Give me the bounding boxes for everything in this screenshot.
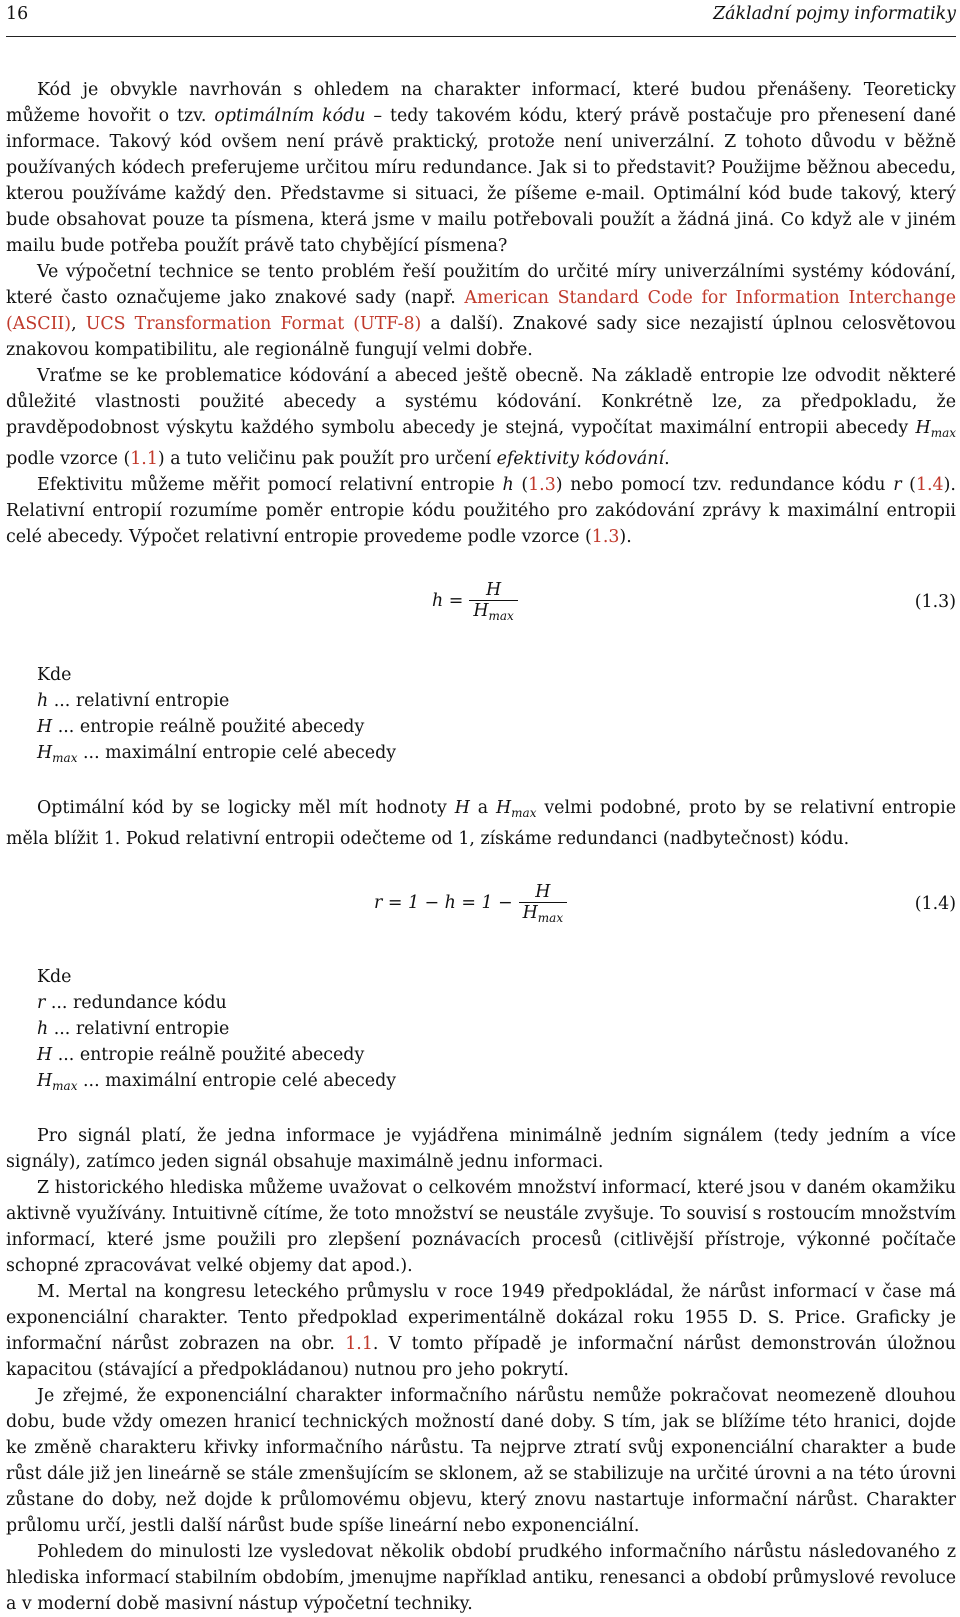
ref-eq-1-4[interactable]: 1.4: [915, 475, 944, 495]
paragraph-7: Z historického hlediska můžeme uvažovat o celkovém množství informací, které jsou v daném okamžiku aktivně využívány. Intuitivně cítíme, že toto množství se neustále zvyšuje. To souvisí s rostoucím množstvím informací, které jsme použili pro zlepšení poznávacích procesů (citlivější přístroje, výkonné počítače schopné zpracovávat velké objemy dat apod.).: [6, 1178, 956, 1276]
paragraph-4: Efektivitu můžeme měřit pomocí relativní entropie h (1.3) nebo pomocí tzv. redundance kódu r (1.4). Relativní entropií rozumíme poměr entropie kódu použitého pro zakódování zprávy k maximální entropii celé abecedy. Výpočet relativní entropie provedeme podle vzorce (1.3).: [6, 475, 956, 547]
term-optimal-code: optimálním kódu: [214, 106, 366, 126]
term-efficiency: efektivity kódování: [496, 449, 665, 469]
equation-1-4-formula: r = 1 − h = 1 − $\frac{H}{H_{max}}$: [374, 882, 573, 925]
running-title: Základní pojmy informatiky: [713, 4, 956, 24]
equation-1-3-number: (1.3): [914, 592, 956, 612]
body-text: [6, 77, 956, 1617]
equation-1-4: [6, 882, 956, 942]
ref-eq-1-3[interactable]: 1.3: [528, 475, 556, 495]
paragraph-2: Ve výpočetní technice se tento problém řeší použitím do určité míry univerzálními systémy kódování, které často označujeme jako znakové sady (např. American Standard Code for Information Interchange (ASCII), UCS Transformation Format (UTF-8) a další). Znakové sady sice nezajistí úplnou celosvětovou znakovou kompatibilitu, ale regionálně fungují velmi dobře.: [6, 262, 956, 360]
ref-eq-1-3-b[interactable]: 1.3: [591, 527, 620, 547]
equation-1-3: [6, 580, 956, 640]
header-rule: [6, 36, 956, 37]
link-utf8[interactable]: UCS Transformation Format (UTF-8): [85, 314, 422, 334]
legend-1-3: Kde h ... relativní entropie H ... entropie reálně použité abecedy $H_{max}$ ... maximální entropie celé abecedy: [37, 665, 397, 765]
legend-1-4: Kde r ... redundance kódu h ... relativní entropie H ... entropie reálně použité abecedy $H_{max}$ ... maximální entropie celé abecedy: [37, 967, 397, 1093]
page-number: 16: [6, 4, 29, 24]
ref-eq-1-1[interactable]: 1.1: [130, 449, 158, 469]
paragraph-9: Je zřejmé, že exponenciální charakter informačního nárůstu nemůže pokračovat neomezeně dlouhou dobu, bude vždy omezen hranicí technických možností dané doby. S tím, jak se blížíme této hranici, dojde ke změně charakteru křivky informačního nárůstu. Ta nejprve ztratí svůj exponenciální charakter a bude růst dále již jen lineárně se stále zmenšujícím se sklonem, až se stabilizuje na určité úrovni a na této úrovni zůstane do doby, než dojde k průlomovému objevu, který znovu nastartuje informační nárůst. Charakter průlomu určí, jestli další nárůst bude spíše lineární nebo exponenciální.: [6, 1386, 956, 1536]
running-header: [6, 4, 956, 30]
paragraph-8: M. Mertal na kongresu leteckého průmyslu v roce 1949 předpokládal, že nárůst informací v čase má exponenciální charakter. Tento předpoklad experimentálně dokázal roku 1955 D. S. Price. Graficky je informační nárůst zobrazen na obr. 1.1. V tomto případě je informační nárůst demonstrován úložnou kapacitou (stávající a předpokládanou) nutnou pro jeho pokrytí.: [6, 1282, 956, 1380]
paragraph-3: Vraťme se ke problematice kódování a abeced ještě obecně. Na základě entropie lze odvodit některé důležité vlastnosti použité abecedy a systému kódování. Konkrétně lze, za předpokladu, že pravděpodobnost výskytu každého symbolu abecedy je stejná, vypočítat maximální entropii abecedy $H_{max}$ podle vzorce (1.1) a tuto veličinu pak použít pro určení efektivity kódování.: [6, 366, 956, 469]
equation-1-3-formula: h = $\frac{H}{H_{max}}$: [432, 580, 524, 623]
equation-1-4-number: (1.4): [914, 894, 956, 914]
ref-fig-1-1[interactable]: 1.1: [345, 1334, 373, 1354]
link-ascii[interactable]: American Standard Code for Information Interchange (ASCII): [6, 288, 956, 334]
paragraph-5: Optimální kód by se logicky měl mít hodnoty H a $H_{max}$ velmi podobné, proto by se relativní entropie měla blížit 1. Pokud relativní entropii odečteme od 1, získáme redundanci (nadbytečnost) kódu.: [6, 798, 956, 849]
paragraph-1: Kód je obvykle navrhován s ohledem na charakter informací, které budou přenášeny. Teoreticky můžeme hovořit o tzv. optimálním kódu – tedy takovém kódu, který právě postačuje pro přenesení dané informace. Takový kód ovšem není právě praktický, protože není univerzální. Z tohoto důvodu v běžně používaných kódech preferujeme určitou míru redundance. Jak si to představit? Použijme běžnou abecedu, kterou používáme každý den. Představme si situaci, že píšeme e-mail. Optimální kód bude takový, který bude obsahovat pouze ta písmena, která jsme v mailu potřebovali použít a žádná jiná. Co když ale v jiném mailu bude potřeba použít právě tato chybějící písmena?: [6, 80, 956, 256]
page: [6, 0, 956, 1617]
paragraph-10: Pohledem do minulosti lze vysledovat několik období prudkého informačního nárůstu následovaného z hlediska informací stabilním obdobím, jmenujme například antiku, renesanci a období průmyslové revoluce a v moderní době masivní nástup výpočetní techniky.: [6, 1542, 956, 1614]
paragraph-6: Pro signál platí, že jedna informace je vyjádřena minimálně jedním signálem (tedy jedním a více signály), zatímco jeden signál obsahuje maximálně jednu informaci.: [6, 1126, 956, 1172]
